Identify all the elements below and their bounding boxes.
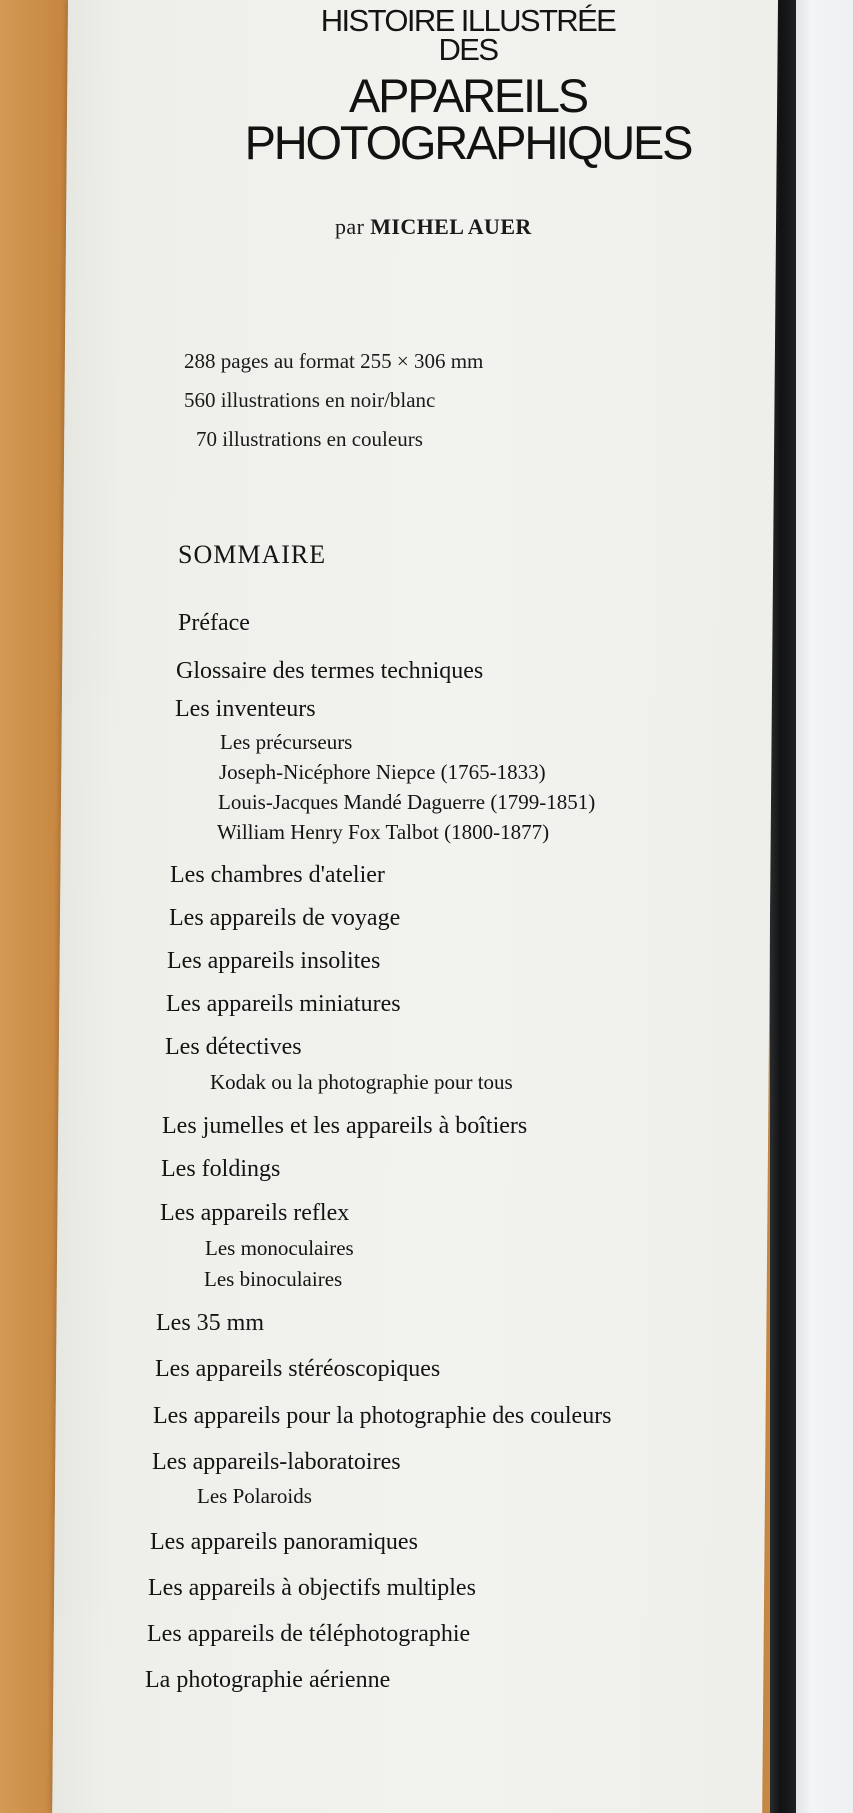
toc-subitem: Louis-Jacques Mandé Daguerre (1799-1851)	[218, 790, 596, 814]
header-subtitle	[298, 3, 638, 67]
page-title	[198, 69, 738, 169]
toc-subitem: Les binoculaires	[204, 1267, 343, 1291]
toc-subitem: William Henry Fox Talbot (1800-1877)	[217, 820, 550, 844]
spec-color-illustrations: 70 illustrations en couleurs	[196, 427, 423, 451]
toc-item: Les appareils pour la photographie des couleurs	[153, 1403, 612, 1429]
toc-subitem: Les Polaroids	[197, 1484, 312, 1508]
toc-item: Les appareils insolites	[167, 948, 381, 974]
toc-item: Les appareils de téléphotographie	[147, 1621, 471, 1647]
toc-item: Les appareils panoramiques	[150, 1529, 418, 1555]
toc-item: Les détectives	[165, 1034, 302, 1060]
toc-item: Les appareils miniatures	[166, 991, 401, 1017]
toc-item: Les appareils stéréoscopiques	[155, 1356, 441, 1382]
toc-item: Les foldings	[161, 1156, 281, 1182]
spec-pages: 288 pages au format 255 × 306 mm	[184, 349, 484, 373]
spec-bw-illustrations: 560 illustrations en noir/blanc	[184, 388, 436, 412]
author-line	[335, 214, 532, 240]
toc-item: Préface	[178, 610, 250, 636]
book-specs	[184, 342, 483, 459]
sommaire-heading: SOMMAIRE	[178, 540, 327, 569]
toc-item: Les jumelles et les appareils à boîtiers	[162, 1113, 528, 1139]
toc-subitem: Les monoculaires	[205, 1236, 354, 1260]
toc-subitem: Kodak ou la photographie pour tous	[210, 1070, 513, 1094]
title-line-2: PHOTOGRAPHIQUES	[244, 116, 692, 169]
header-line-1: HISTOIRE ILLUSTRÉE	[320, 3, 616, 38]
toc-item: La photographie aérienne	[145, 1667, 391, 1693]
author-prefix: par	[335, 214, 365, 239]
toc-item: Les appareils de voyage	[169, 905, 401, 931]
toc-item: Les chambres d'atelier	[170, 862, 385, 888]
header-line-2: DES	[438, 32, 498, 67]
toc-subitem: Les précurseurs	[220, 730, 353, 754]
toc-subitem: Joseph-Nicéphore Niepce (1765-1833)	[219, 760, 546, 784]
toc-item: Les inventeurs	[175, 696, 316, 722]
toc-item: Les appareils reflex	[160, 1200, 350, 1226]
toc-item: Les appareils à objectifs multiples	[148, 1575, 476, 1601]
title-line-1: APPAREILS	[349, 69, 587, 122]
toc-item: Les appareils-laboratoires	[152, 1449, 401, 1475]
toc-item: Glossaire des termes techniques	[176, 658, 484, 684]
author-name: MICHEL AUER	[370, 214, 532, 239]
toc-item: Les 35 mm	[156, 1310, 264, 1336]
